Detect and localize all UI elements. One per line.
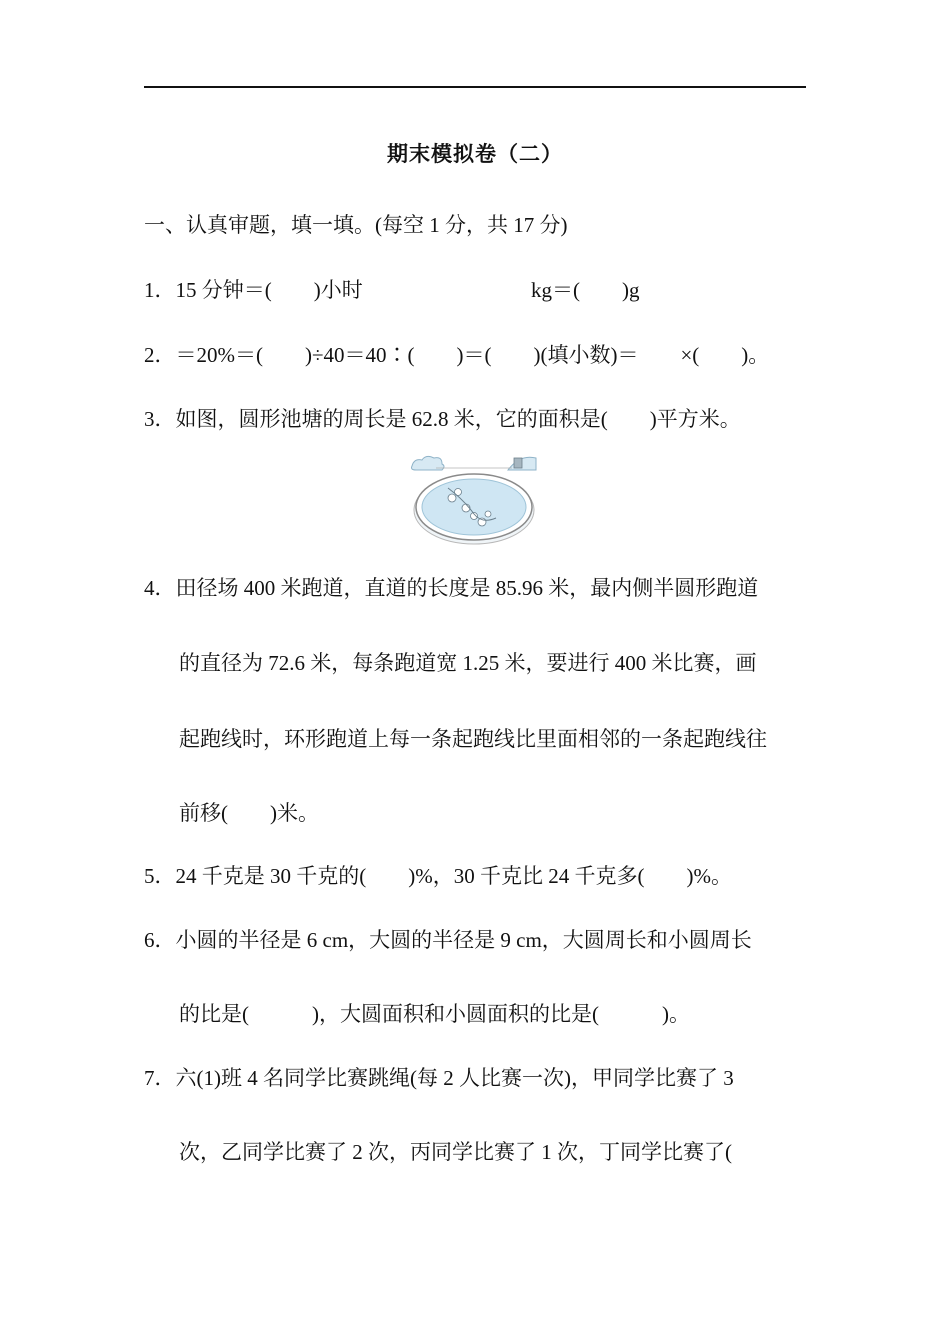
question-2: 2．＝20%＝( )÷40＝40∶( )＝( )(填小数)＝ ×( )。	[144, 343, 770, 367]
question-4-line-4: 前移( )米。	[179, 801, 319, 825]
pond-illustration	[408, 452, 540, 546]
question-3: 3．如图，圆形池塘的周长是 62.8 米，它的面积是( )平方米。	[144, 407, 741, 431]
question-5: 5．24 千克是 30 千克的( )%，30 千克比 24 千克多( )%。	[144, 864, 732, 888]
header-rule	[144, 86, 806, 88]
question-1-part-b: kg＝( )g	[531, 278, 640, 302]
question-4-line-3: 起跑线时，环形跑道上每一条起跑线比里面相邻的一条起跑线往	[179, 727, 767, 751]
question-7-line-1: 7．六(1)班 4 名同学比赛跳绳(每 2 人比赛一次)，甲同学比赛了 3	[144, 1066, 734, 1090]
pond-water	[422, 479, 526, 535]
question-4-line-2: 的直径为 72.6 米，每条跑道宽 1.25 米，要进行 400 米比赛，画	[179, 651, 757, 675]
building-icon	[514, 458, 522, 468]
section-heading: 一、认真审题，填一填。(每空 1 分，共 17 分)	[144, 213, 568, 237]
page-title: 期末模拟卷（二）	[387, 142, 563, 166]
question-7-line-2: 次，乙同学比赛了 2 次，丙同学比赛了 1 次，丁同学比赛了(	[179, 1140, 732, 1164]
question-1-part-a: 1．15 分钟＝( )小时	[144, 278, 363, 302]
question-4-line-1: 4．田径场 400 米跑道，直道的长度是 85.96 米，最内侧半圆形跑道	[144, 576, 759, 600]
question-6-line-2: 的比是( )，大圆面积和小圆面积的比是( )。	[179, 1002, 690, 1026]
question-6-line-1: 6．小圆的半径是 6 cm，大圆的半径是 9 cm，大圆周长和小圆周长	[144, 928, 752, 952]
